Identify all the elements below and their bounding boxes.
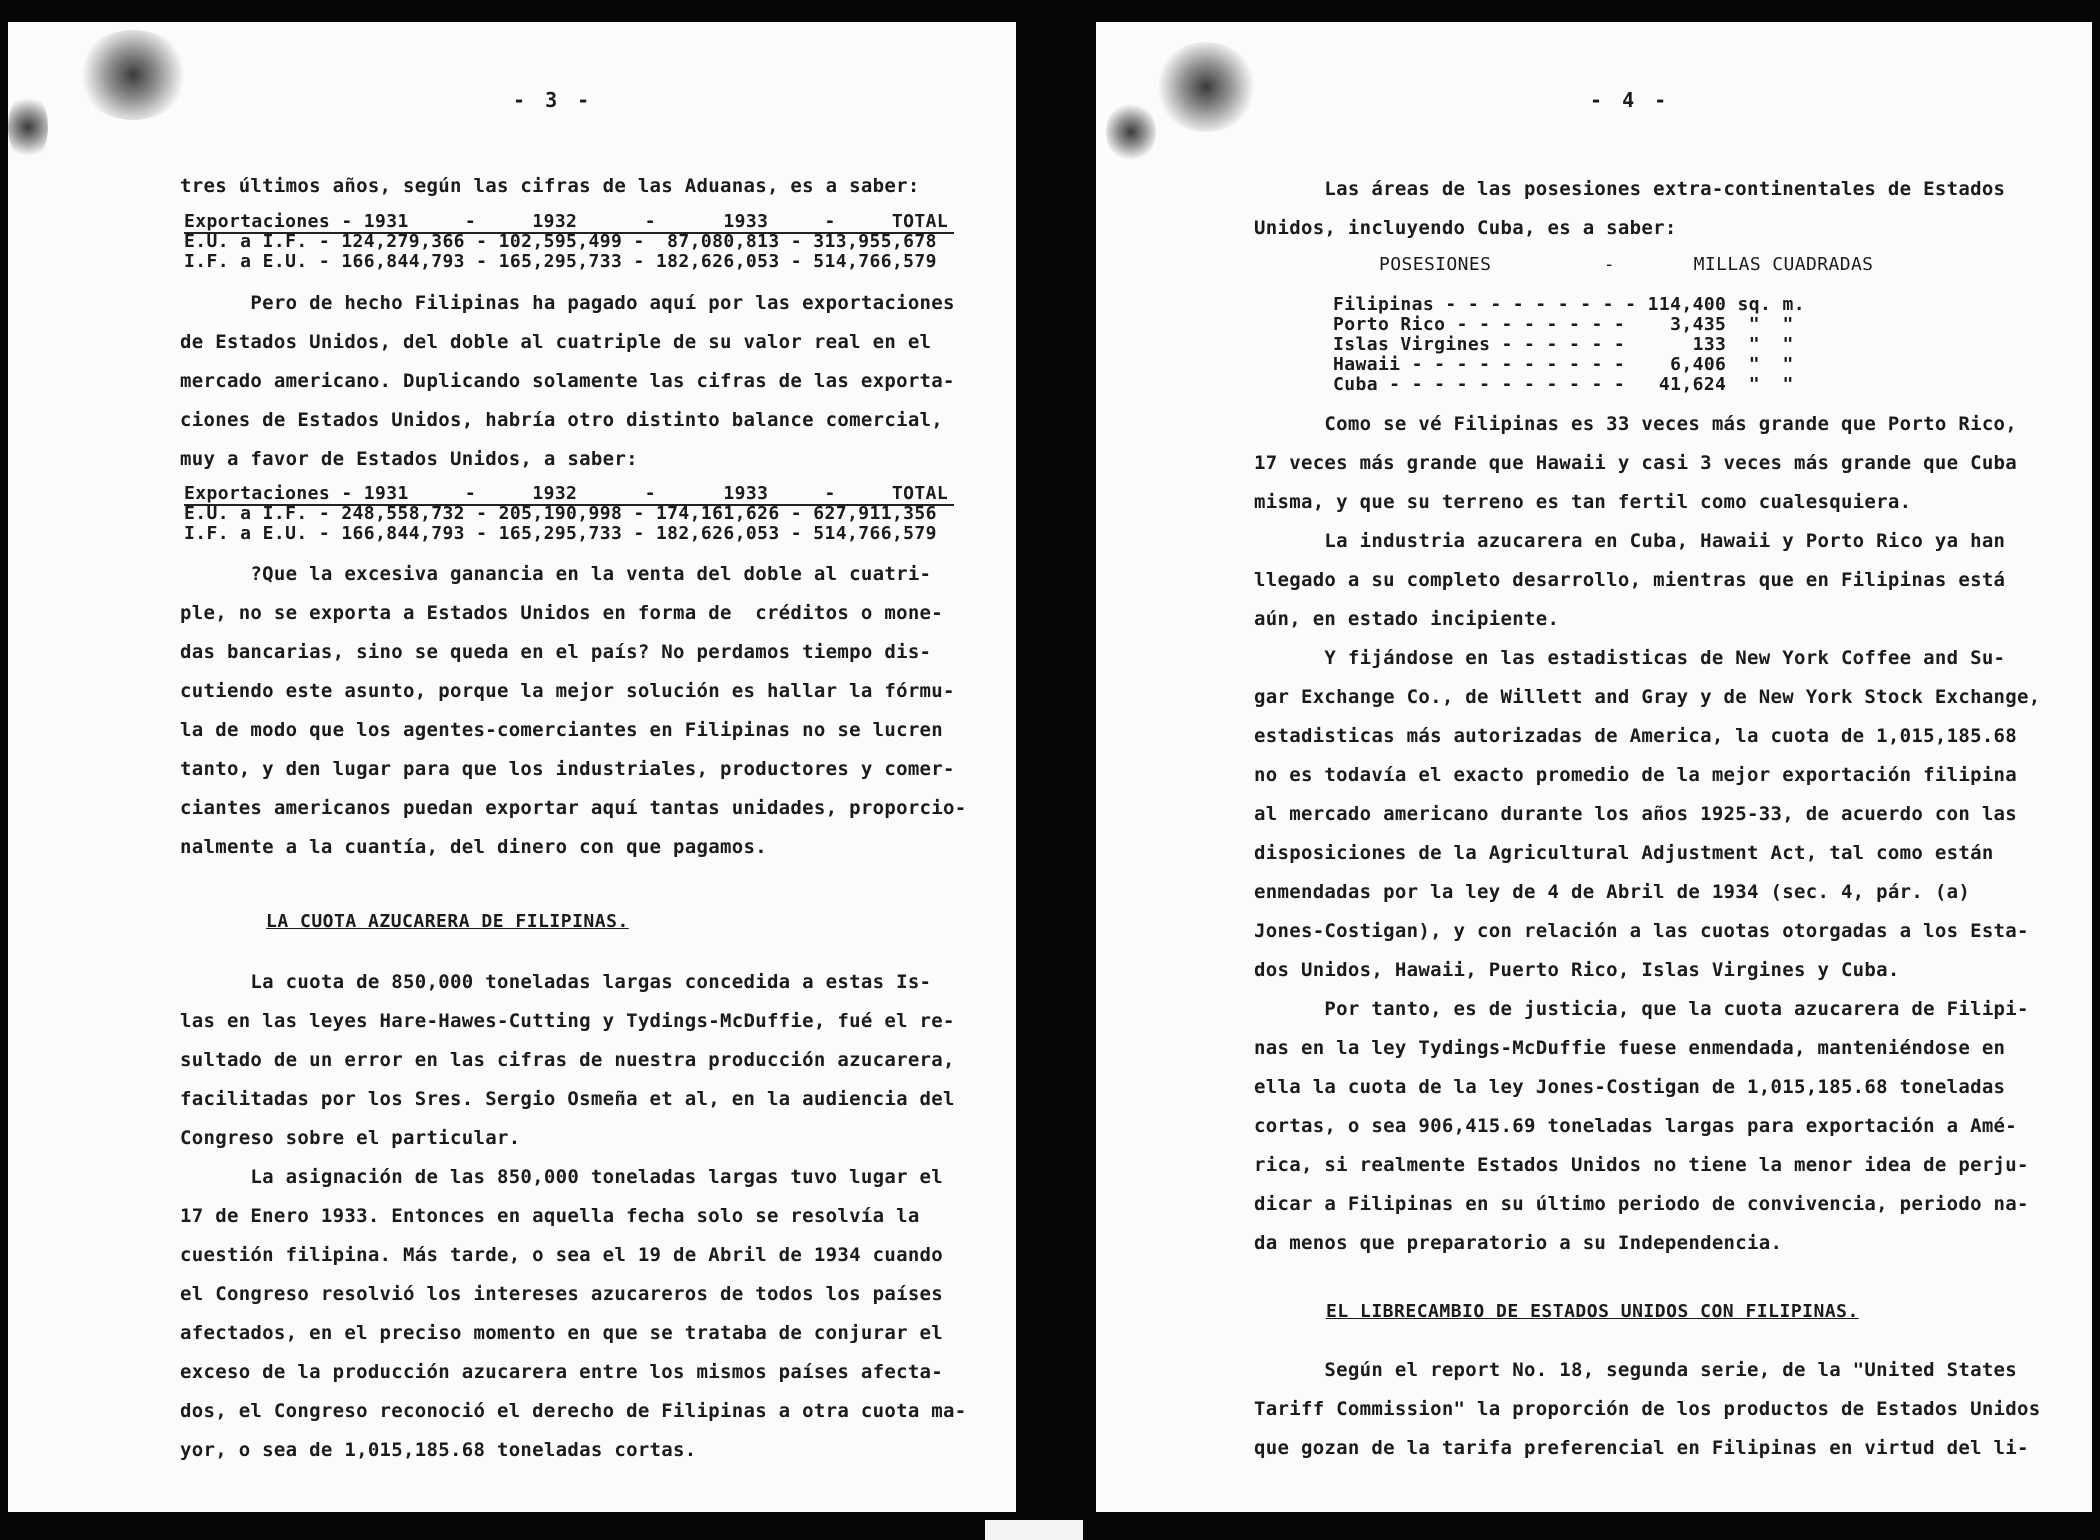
page-number: - 3 -: [513, 88, 594, 112]
text-line: disposiciones de la Agricultural Adjustment Act, tal como están: [1254, 842, 1994, 864]
table-header: Exportaciones - 1931 - 1932 - 1933 - TOTAL: [184, 211, 949, 232]
text-line: aún, en estado incipiente.: [1254, 608, 1560, 630]
text-line: llegado a su completo desarrollo, mientras que en Filipinas está: [1254, 569, 2006, 591]
section-heading: EL LIBRECAMBIO DE ESTADOS UNIDOS CON FILIPINAS.: [1326, 1301, 1859, 1322]
text-line: Jones-Costigan), y con relación a las cuotas otorgadas a los Esta-: [1254, 920, 2029, 942]
text-line: exceso de la producción azucarera entre los mismos países afecta-: [180, 1361, 944, 1383]
text-line: ciones de Estados Unidos, habría otro distinto balance comercial,: [180, 409, 944, 431]
scan-label-tab: [985, 1520, 1083, 1540]
text-line: sultado de un error en las cifras de nuestra producción azucarera,: [180, 1049, 955, 1071]
text-line: nalmente a la cuantía, del dinero con que pagamos.: [180, 836, 767, 858]
text-line: muy a favor de Estados Unidos, a saber:: [180, 448, 638, 470]
text-line: las en las leyes Hare-Hawes-Cutting y Tydings-McDuffie, fué el re-: [180, 1010, 955, 1032]
areas-header: POSESIONES - MILLAS CUADRADAS: [1379, 254, 1874, 275]
text-line: Congreso sobre el particular.: [180, 1127, 521, 1149]
text-line: no es todavía el exacto promedio de la mejor exportación filipina: [1254, 764, 2018, 786]
text-line: afectados, en el preciso momento en que se trataba de conjurar el: [180, 1322, 944, 1344]
area-row: Islas Virgines - - - - - - 133 " ": [1333, 334, 1794, 355]
text-line: ple, no se exporta a Estados Unidos en forma de créditos o mone-: [180, 602, 944, 624]
ink-smudge: [78, 30, 188, 120]
ink-smudge: [8, 92, 48, 162]
table-row: E.U. a I.F. - 124,279,366 - 102,595,499 - 87,080,813 - 313,955,678: [184, 231, 937, 252]
ink-smudge: [1106, 102, 1156, 162]
table-row: E.U. a I.F. - 248,558,732 - 205,190,998 - 174,161,626 - 627,911,356: [184, 503, 937, 524]
text-line: cuestión filipina. Más tarde, o sea el 19 de Abril de 1934 cuando: [180, 1244, 944, 1266]
text-line: mercado americano. Duplicando solamente las cifras de las exporta-: [180, 370, 955, 392]
text-line: que gozan de la tarifa preferencial en Filipinas en virtud del li-: [1254, 1437, 2029, 1459]
text-line: 17 veces más grande que Hawaii y casi 3 veces más grande que Cuba: [1254, 452, 2018, 474]
section-heading: LA CUOTA AZUCARERA DE FILIPINAS.: [266, 911, 629, 932]
text-line: enmendadas por la ley de 4 de Abril de 1934 (sec. 4, pár. (a): [1254, 881, 1971, 903]
text-line: yor, o sea de 1,015,185.68 toneladas cortas.: [180, 1439, 697, 1461]
text-line: dicar a Filipinas en su último periodo de convivencia, periodo na-: [1254, 1193, 2029, 1215]
area-row: Cuba - - - - - - - - - - - 41,624 " ": [1333, 374, 1794, 395]
text-line: dos Unidos, Hawaii, Puerto Rico, Islas Virgines y Cuba.: [1254, 959, 1900, 981]
text-line: misma, y que su terreno es tan fertil como cualesquiera.: [1254, 491, 1912, 513]
text-line: Como se vé Filipinas es 33 veces más grande que Porto Rico,: [1254, 413, 2018, 435]
text-line: dos, el Congreso reconoció el derecho de Filipinas a otra cuota ma-: [180, 1400, 967, 1422]
text-line: ella la cuota de la ley Jones-Costigan de 1,015,185.68 toneladas: [1254, 1076, 2006, 1098]
text-line: Unidos, incluyendo Cuba, es a saber:: [1254, 217, 1677, 239]
text-line: nas en la ley Tydings-McDuffie fuese enmendada, manteniéndose en: [1254, 1037, 2006, 1059]
area-row: Hawaii - - - - - - - - - - 6,406 " ": [1333, 354, 1794, 375]
text-line: estadisticas más autorizadas de America, la cuota de 1,015,185.68: [1254, 725, 2018, 747]
table-row: I.F. a E.U. - 166,844,793 - 165,295,733 - 182,626,053 - 514,766,579: [184, 523, 937, 544]
text-line: rica, si realmente Estados Unidos no tiene la menor idea de perju-: [1254, 1154, 2029, 1176]
table-header: Exportaciones - 1931 - 1932 - 1933 - TOTAL: [184, 483, 949, 504]
text-line: gar Exchange Co., de Willett and Gray y de New York Stock Exchange,: [1254, 686, 2041, 708]
text-line: La industria azucarera en Cuba, Hawaii y Porto Rico ya han: [1254, 530, 2006, 552]
text-line: tanto, y den lugar para que los industriales, productores y comer-: [180, 758, 955, 780]
text-line: La asignación de las 850,000 toneladas largas tuvo lugar el: [180, 1166, 944, 1188]
text-line: cortas, o sea 906,415.69 toneladas largas para exportación a Amé-: [1254, 1115, 2018, 1137]
text-line: facilitadas por los Sres. Sergio Osmeña et al, en la audiencia del: [180, 1088, 955, 1110]
table-row: I.F. a E.U. - 166,844,793 - 165,295,733 - 182,626,053 - 514,766,579: [184, 251, 937, 272]
text-line: al mercado americano durante los años 1925-33, de acuerdo con las: [1254, 803, 2018, 825]
right-page: [1096, 22, 2092, 1512]
text-line: La cuota de 850,000 toneladas largas concedida a estas Is-: [180, 971, 932, 993]
text-line: 17 de Enero 1933. Entonces en aquella fecha solo se resolvía la: [180, 1205, 920, 1227]
text-line: Por tanto, es de justicia, que la cuota azucarera de Filipi-: [1254, 998, 2029, 1020]
text-line: Pero de hecho Filipinas ha pagado aquí por las exportaciones: [180, 292, 955, 314]
text-line: la de modo que los agentes-comerciantes en Filipinas no se lucren: [180, 719, 944, 741]
text-line: da menos que preparatorio a su Independencia.: [1254, 1232, 1783, 1254]
text-line: das bancarias, sino se queda en el país? No perdamos tiempo dis-: [180, 641, 932, 663]
intro-line: tres últimos años, según las cifras de las Aduanas, es a saber:: [180, 175, 920, 197]
text-line: cutiendo este asunto, porque la mejor solución es hallar la fórmu-: [180, 680, 955, 702]
area-row: Porto Rico - - - - - - - - 3,435 " ": [1333, 314, 1794, 335]
ink-smudge: [1156, 42, 1256, 132]
text-line: ?Que la excesiva ganancia en la venta del doble al cuatri-: [180, 563, 932, 585]
text-line: ciantes americanos puedan exportar aquí tantas unidades, proporcio-: [180, 797, 967, 819]
page-number: - 4 -: [1590, 88, 1671, 112]
text-line: Las áreas de las posesiones extra-continentales de Estados: [1254, 178, 2006, 200]
area-row: Filipinas - - - - - - - - - 114,400 sq. m.: [1333, 294, 1805, 315]
text-line: Según el report No. 18, segunda serie, de la "United States: [1254, 1359, 2018, 1381]
text-line: de Estados Unidos, del doble al cuatriple de su valor real en el: [180, 331, 932, 353]
left-page: [8, 22, 1016, 1512]
text-line: Y fijándose en las estadisticas de New York Coffee and Su-: [1254, 647, 2006, 669]
text-line: Tariff Commission" la proporción de los productos de Estados Unidos: [1254, 1398, 2041, 1420]
text-line: el Congreso resolvió los intereses azucareros de todos los países: [180, 1283, 944, 1305]
